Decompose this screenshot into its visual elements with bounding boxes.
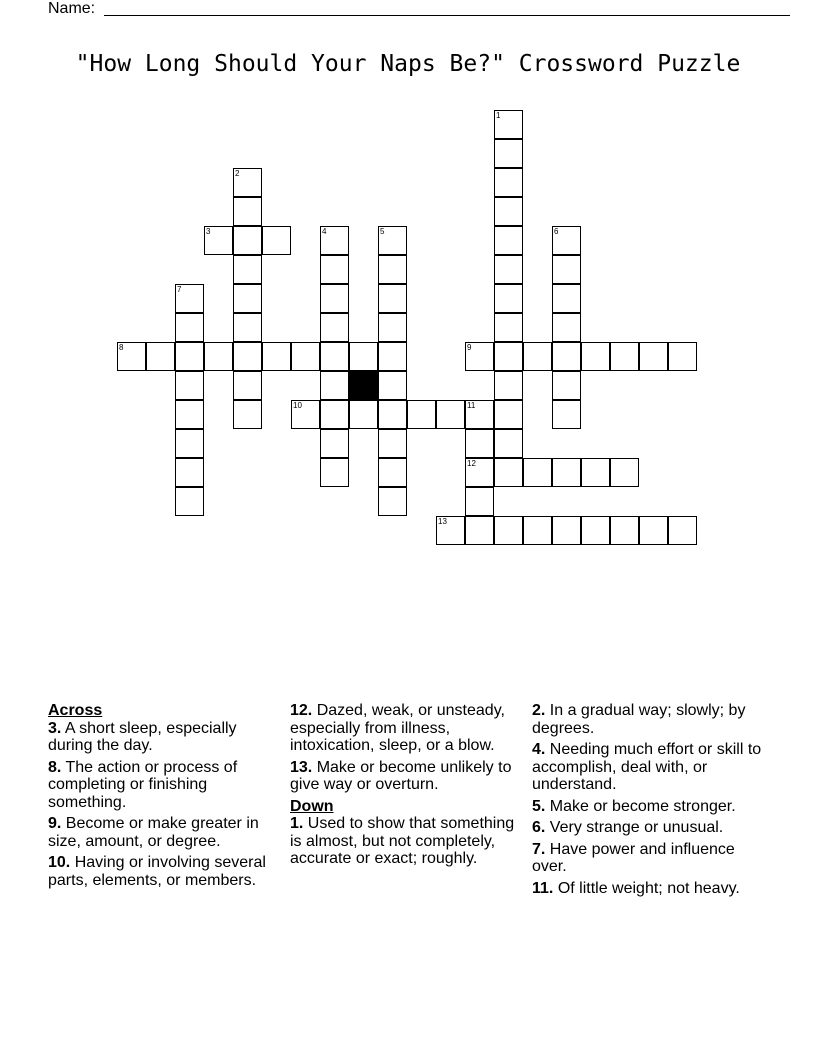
grid-cell[interactable] xyxy=(523,458,552,487)
grid-cell[interactable] xyxy=(494,255,523,284)
grid-cell[interactable] xyxy=(320,429,349,458)
grid-cell[interactable] xyxy=(320,255,349,284)
grid-cell[interactable] xyxy=(494,429,523,458)
cell-number: 2 xyxy=(235,169,240,178)
clue-number: 2. xyxy=(532,702,546,719)
grid-cell[interactable] xyxy=(494,400,523,429)
clue-across-8 xyxy=(48,759,284,812)
grid-cell[interactable] xyxy=(175,342,204,371)
grid-cell[interactable] xyxy=(378,429,407,458)
clue-text: Of little weight; not heavy. xyxy=(557,879,740,897)
across-heading: Across xyxy=(48,702,103,719)
grid-cell[interactable] xyxy=(639,342,668,371)
grid-cell[interactable] xyxy=(494,516,523,545)
cell-number: 5 xyxy=(380,227,385,236)
cell-number: 9 xyxy=(467,343,472,352)
clue-text: In a gradual way; slowly; by degrees. xyxy=(532,702,746,737)
grid-cell[interactable] xyxy=(523,342,552,371)
grid-cell[interactable] xyxy=(494,139,523,168)
grid-cell[interactable] xyxy=(291,342,320,371)
grid-cell[interactable] xyxy=(320,284,349,313)
clue-text: Have power and influence over. xyxy=(532,840,735,875)
clue-text: Dazed, weak, or unsteady, especially from illness, intoxication, sleep, or a blow. xyxy=(290,702,505,754)
cell-number: 7 xyxy=(177,285,182,294)
down-heading: Down xyxy=(290,797,334,815)
grid-cell[interactable] xyxy=(378,284,407,313)
cell-number: 4 xyxy=(322,227,327,236)
grid-cell[interactable] xyxy=(146,342,175,371)
grid-cell[interactable] xyxy=(233,255,262,284)
clue-text: Make or become stronger. xyxy=(549,797,736,815)
grid-cell[interactable] xyxy=(233,284,262,313)
clue-number: 6. xyxy=(532,819,546,836)
clue-number: 5. xyxy=(532,797,546,815)
clue-number: 13. xyxy=(290,758,313,776)
clue-number: 3. xyxy=(48,719,62,737)
grid-cell[interactable] xyxy=(436,400,465,429)
grid-cell[interactable] xyxy=(668,342,697,371)
grid-cell[interactable] xyxy=(494,342,523,371)
clue-across-3 xyxy=(48,720,284,755)
cell-number: 6 xyxy=(554,227,559,236)
grid-cell[interactable] xyxy=(581,516,610,545)
grid-cell[interactable] xyxy=(233,371,262,400)
clue-down-11 xyxy=(532,880,768,898)
clue-down-7 xyxy=(532,841,768,876)
grid-cell[interactable] xyxy=(320,313,349,342)
grid-cell[interactable] xyxy=(175,371,204,400)
grid-cell[interactable] xyxy=(552,458,581,487)
grid-cell[interactable] xyxy=(581,342,610,371)
cell-number: 1 xyxy=(496,111,501,120)
clue-down-1 xyxy=(290,815,526,868)
grid-cell[interactable] xyxy=(465,458,494,487)
grid-cell[interactable] xyxy=(465,487,494,516)
grid-cell[interactable] xyxy=(233,313,262,342)
grid-cell[interactable] xyxy=(552,255,581,284)
clue-number: 10. xyxy=(48,854,71,871)
grid-cell[interactable] xyxy=(320,400,349,429)
clue-column-1 xyxy=(48,702,284,893)
grid-cell[interactable] xyxy=(552,400,581,429)
clue-column-3 xyxy=(532,702,768,901)
clue-text: Used to show that something is almost, but not completely, accurate or exact; roughly. xyxy=(290,815,515,867)
grid-cell[interactable] xyxy=(465,400,494,429)
grid-cell[interactable] xyxy=(494,284,523,313)
grid-cell[interactable] xyxy=(291,400,320,429)
grid-cell[interactable] xyxy=(494,458,523,487)
grid-cell[interactable] xyxy=(610,342,639,371)
grid-cell[interactable] xyxy=(494,110,523,139)
grid-cell[interactable] xyxy=(639,516,668,545)
grid-cell[interactable] xyxy=(175,458,204,487)
grid-cell[interactable] xyxy=(378,487,407,516)
grid-cell[interactable] xyxy=(581,458,610,487)
grid-cell[interactable] xyxy=(320,458,349,487)
clue-number: 8. xyxy=(48,758,62,776)
grid-cell[interactable] xyxy=(262,342,291,371)
grid-cell[interactable] xyxy=(378,371,407,400)
grid-cell[interactable] xyxy=(117,342,146,371)
grid-cell[interactable] xyxy=(552,371,581,400)
grid-cell[interactable] xyxy=(320,342,349,371)
cell-number: 8 xyxy=(119,343,124,352)
grid-cell[interactable] xyxy=(552,284,581,313)
clue-number: 9. xyxy=(48,815,62,832)
cell-number: 10 xyxy=(293,401,302,410)
clue-text: Become or make greater in size, amount, or degree. xyxy=(48,815,259,850)
cell-number: 13 xyxy=(438,517,447,526)
clue-number: 7. xyxy=(532,840,546,858)
grid-cell[interactable] xyxy=(465,342,494,371)
grid-cell[interactable] xyxy=(175,400,204,429)
clue-across-13 xyxy=(290,759,526,794)
clue-number: 4. xyxy=(532,741,546,758)
grid-cell[interactable] xyxy=(175,313,204,342)
grid-cell[interactable] xyxy=(465,429,494,458)
grid-cell[interactable] xyxy=(436,516,465,545)
grid-cell[interactable] xyxy=(668,516,697,545)
grid-cell[interactable] xyxy=(465,516,494,545)
clue-across-12 xyxy=(290,702,526,755)
grid-cell[interactable] xyxy=(175,429,204,458)
grid-block xyxy=(349,371,378,400)
clue-number: 12. xyxy=(290,702,313,719)
grid-cell[interactable] xyxy=(233,342,262,371)
clue-text: Make or become unlikely to give way or overturn. xyxy=(290,758,512,793)
cell-number: 12 xyxy=(467,459,476,468)
clue-text: A short sleep, especially during the day. xyxy=(48,719,237,754)
grid-cell[interactable] xyxy=(320,371,349,400)
cell-number: 11 xyxy=(467,401,476,410)
clue-down-5 xyxy=(532,798,768,816)
clue-across-9 xyxy=(48,815,284,850)
grid-cell[interactable] xyxy=(349,400,378,429)
clue-number: 1. xyxy=(290,815,304,832)
grid-cell[interactable] xyxy=(407,400,436,429)
grid-cell[interactable] xyxy=(552,226,581,255)
grid-cell[interactable] xyxy=(494,197,523,226)
clue-text: Very strange or unusual. xyxy=(549,819,724,836)
grid-cell[interactable] xyxy=(494,226,523,255)
grid-cell[interactable] xyxy=(378,342,407,371)
grid-cell[interactable] xyxy=(378,400,407,429)
grid-cell[interactable] xyxy=(494,371,523,400)
grid-cell[interactable] xyxy=(175,487,204,516)
grid-cell[interactable] xyxy=(262,226,291,255)
grid-cell[interactable] xyxy=(349,342,378,371)
page-title: "How Long Should Your Naps Be?" Crossword Puzzle xyxy=(75,51,741,77)
grid-cell[interactable] xyxy=(494,313,523,342)
grid-cell[interactable] xyxy=(233,226,262,255)
grid-cell[interactable] xyxy=(552,342,581,371)
clue-down-6 xyxy=(532,819,768,837)
cell-number: 3 xyxy=(206,227,211,236)
grid-cell[interactable] xyxy=(378,313,407,342)
grid-cell[interactable] xyxy=(552,516,581,545)
clue-text: Having or involving several parts, elements, or members. xyxy=(48,854,266,889)
clue-down-2 xyxy=(532,702,768,737)
grid-cell[interactable] xyxy=(233,168,262,197)
grid-cell[interactable] xyxy=(204,226,233,255)
name-label: Name: xyxy=(48,0,96,17)
grid-cell[interactable] xyxy=(175,284,204,313)
grid-cell[interactable] xyxy=(233,197,262,226)
grid-cell[interactable] xyxy=(204,342,233,371)
grid-cell[interactable] xyxy=(378,458,407,487)
grid-cell[interactable] xyxy=(378,255,407,284)
clue-down-4 xyxy=(532,741,768,794)
grid-cell[interactable] xyxy=(233,400,262,429)
grid-cell[interactable] xyxy=(552,313,581,342)
grid-cell[interactable] xyxy=(378,226,407,255)
grid-cell[interactable] xyxy=(523,516,552,545)
clue-text: The action or process of completing or finishing something. xyxy=(48,758,238,811)
clue-number: 11. xyxy=(532,879,554,897)
grid-cell[interactable] xyxy=(320,226,349,255)
clue-column-2 xyxy=(290,702,526,872)
clue-text: Needing much effort or skill to accomplish, deal with, or understand. xyxy=(532,741,762,793)
grid-cell[interactable] xyxy=(494,168,523,197)
grid-cell[interactable] xyxy=(610,516,639,545)
grid-cell[interactable] xyxy=(610,458,639,487)
clue-across-10 xyxy=(48,854,284,889)
